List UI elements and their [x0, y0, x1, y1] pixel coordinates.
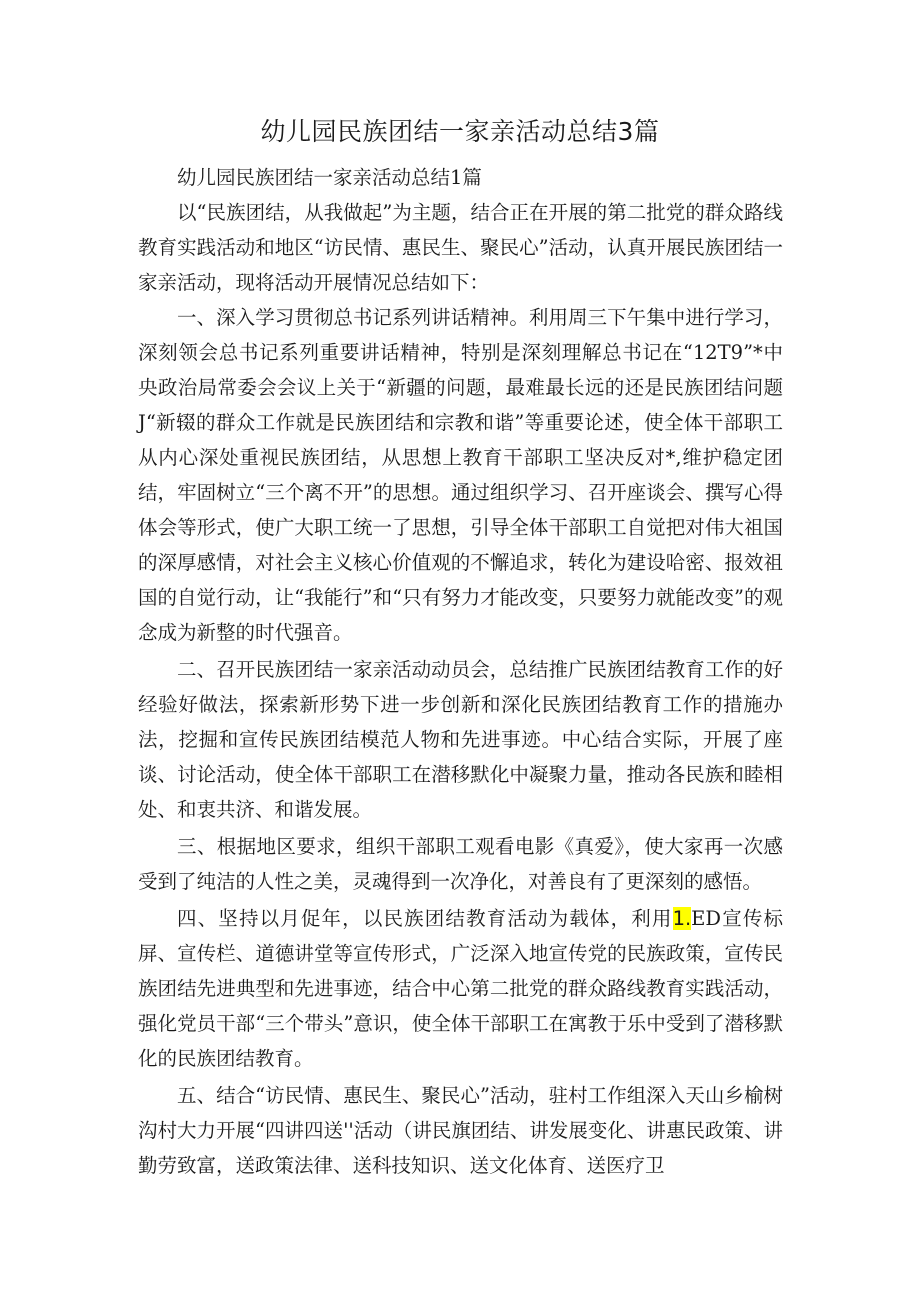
paragraph-four [138, 901, 783, 1076]
document-body [138, 160, 783, 1183]
document-title: 幼儿园民族团结一家亲活动总结3篇 [260, 117, 660, 146]
intro-paragraph: 以“民族团结，从我做起”为主题，结合正在开展的第二批党的群众路线教育实践活动和地区“访民情、惠民生、聚民心”活动，认真开展民族团结一家亲活动，现将活动开展情况总结如下： [138, 201, 783, 294]
paragraph-one: 一、深入学习贯彻总书记系列讲话精神。利用周三下午集中进行学习，深刻领会总书记系列重要讲话精神，特别是深刻理解总书记在“12T9”*中央政治局常委会会议上关于“新疆的问题，最难最长远的还是民族团结问题J“新辍的群众工作就是民族团结和宗教和谐”等重要论述，使全体干部职工从内心深处重视民族团结，从思想上教育干部职工坚决反对*,维护稳定团结，牢固树立“三个离不开”的思想。通过组织学习、召开座谈会、撰写心得体会等形式，使广大职工统一了思想，引导全体干部职工自觉把对伟大祖国的深厚感情，对社会主义核心价值观的不懈追求，转化为建设哈密、报效祖国的自觉行动，让“我能行”和“只有努力才能改变，只要努力就能改变”的观念成为新整的时代强音。 [138, 306, 783, 644]
highlighted-text: 1. [672, 907, 692, 930]
paragraph-three: 三、根据地区要求，组织干部职工观看电影《真爱》，使大家再一次感受到了纯洁的人性之美，灵魂得到一次净化，对善良有了更深刻的感悟。 [138, 835, 783, 893]
paragraph-four-rest: ED宣传标屏、宣传栏、道德讲堂等宣传形式，广泛深入地宣传党的民族政策，宣传民族团结先进典型和先进事迹，结合中心第二批党的群众路线教育实践活动，强化党员干部“三个带头”意识，使全体干部职工在寓教于乐中受到了潜移默化的民族团结教育。 [138, 907, 783, 1070]
paragraph-two: 二、召开民族团结一家亲活动动员会，总结推广民族团结教育工作的好经验好做法，探索新形势下进一步创新和深化民族团结教育工作的措施办法，挖掘和宣传民族团结模范人物和先进事迹。中心结合实际，开展了座谈、讨论活动，使全体干部职工在潜移默化中凝聚力量，推动各民族和睦相处、和衷共济、和谐发展。 [138, 658, 783, 821]
paragraph-five: 五、结合“访民情、惠民生、聚民心”活动，驻村工作组深入天山乡榆树沟村大力开展“四讲四送''活动（讲民旗团结、讲发展变化、讲惠民政策、讲勤劳致富，送政策法律、送科技知识、送文化体育、送医疗卫 [138, 1084, 783, 1177]
section-heading: 幼儿园民族团结一家亲活动总结1篇 [177, 166, 482, 189]
paragraph-four-lead: 四、坚持以月促年，以民族团结教育活动为载体，利用 [177, 907, 673, 930]
